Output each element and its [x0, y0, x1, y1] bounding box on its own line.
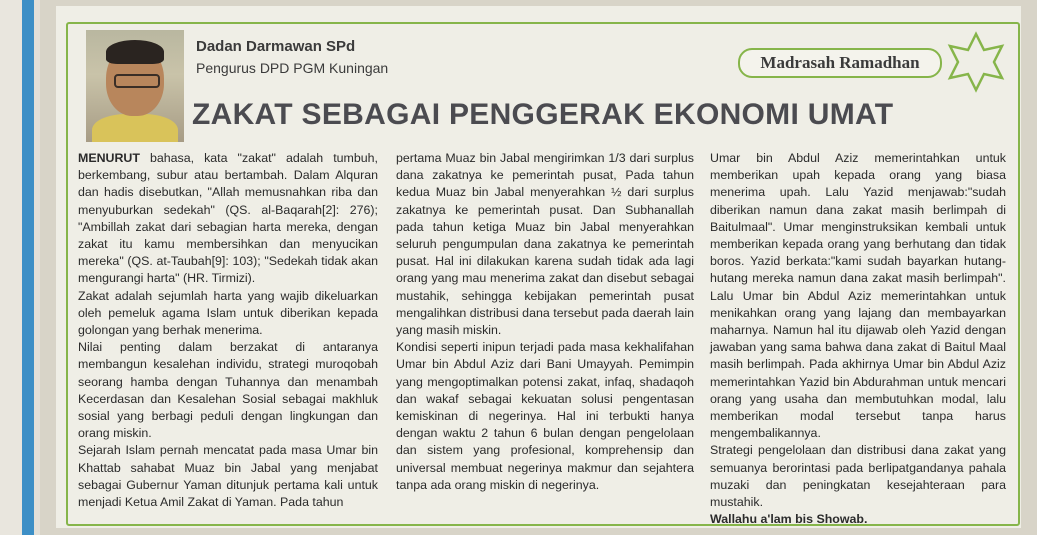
author-name: Dadan Darmawan SPd: [196, 38, 356, 55]
article-headline: ZAKAT SEBAGAI PENGGERAK EKONOMI UMAT: [192, 98, 894, 131]
article-column-3: [710, 150, 1006, 528]
author-photo: [86, 30, 184, 142]
paragraph: Strategi pengelolaan dan distribusi dana zakat yang semuanya berorintasi pada berlipatgandanya pahala muzaki dan peningkatan kesejahteraan para mustahik.: [710, 443, 1006, 510]
author-role: Pengurus DPD PGM Kuningan: [196, 60, 389, 76]
paragraph: Kondisi seperti inipun terjadi pada masa kekhalifahan Umar bin Abdul Aziz dari Bani Umayyah. Pemimpin yang mengoptimalkan potensi zakat, infaq, shadaqoh dan wakaf sebagai kekuatan solusi pengentasan kemiskinan di negerinya. Hal ini terbukti hanya dengan waktu 2 tahun 6 bulan dengan pengelolaan dan sistem yang profesional, komprehensip dan universal membuat negerinya makmur dan sejahtera tanpa ada orang miskin di negerinya.: [396, 340, 694, 492]
paragraph: Sejarah Islam pernah mencatat pada masa Umar bin Khattab sahabat Muaz bin Jabal yang menjabat sebagai Gubernur Yaman ditunjuk pertama kali untuk menjadi Ketua Amil Zakat di Yaman. Pada tahun: [78, 443, 378, 510]
paragraph: MENURUT bahasa, kata "zakat" adalah tumbuh, berkembang, subur atau bertambah. Dalam Alquran dan hadis disebutkan, "Allah memusnahkan riba dan menyuburkan sedekah" (QS. al-Baqarah[2]: 276); "Ambillah zakat dari sebagian harta mereka, dengan zakat itu kamu membersihkan dan menyucikan mereka" (QS. at-Taubah[9]: 103); "Sedekah tidak akan mengurangi harta" (HR. Tirmizi).: [78, 151, 378, 286]
lead-word: MENURUT: [78, 151, 140, 165]
paragraph: pertama Muaz bin Jabal mengirimkan 1/3 dari surplus dana zakatnya ke pemerintah pusat, Pada tahun kedua Muaz bin Jabal menyerahkan ½ dari surplus zakatnya ke pemerintah pusat. Dan Subhanallah pada tahun ketiga Muaz bin Jabal menyerahkan seluruh pengumpulan dana zakatnya ke pemerintah pusat. Hal ini dilakukan karena sudah tidak ada lagi orang yang mau menerima zakat dan disebut sebagai mustahik, sehingga kebijakan pemerintah pusat mengalihkan distribusi dana tersebut pada daerah lain yang masih miskin.: [396, 151, 694, 338]
star-ornament-icon: [944, 30, 1008, 94]
article-column-1: [78, 150, 378, 511]
rubric-label: Madrasah Ramadhan: [738, 48, 942, 78]
paragraph: Nilai penting dalam berzakat di antaranya membangun kesalehan individu, strategi muroqobah seorang hamba dengan Tuhannya dan menambah Kecerdasan dan Kesalehan Sosial sebagai makhluk sosial yang berbagi peduli dengan lingkungan dan orang miskin.: [78, 340, 378, 441]
page-edge: [0, 0, 40, 535]
paragraph: Zakat adalah sejumlah harta yang wajib dikeluarkan oleh pemeluk agama Islam untuk diberikan kepada golongan yang berhak menerima.: [78, 288, 378, 338]
closing-line: Wallahu a'lam bis Showab.: [710, 512, 868, 527]
paragraph: Umar bin Abdul Aziz memerintahkan untuk memberikan upah kepada orang yang biasa menerima upah. Lalu Yazid menjawab:"sudah diberikan namun dana zakat masih berlimpah di Baitulmaal". Umar menginstruksikan kembali untuk memberikan kepada orang yang berhutang dan tidak boros. Yazid berkata:"kami sudah bayarkan hutang-hutang mereka namun dana zakat masih berlimpah". Lalu Umar bin Abdul Aziz memerintahkan untuk menikahkan orang yang lajang dan membayarkan maharnya. Namun hal itu dijawab oleh Yazid dengan jawaban yang sama bahwa dana zakat di Baitul Maal masih berlimpah. Pada akhirnya Umar bin Abdul Aziz memerintahkan Yazid bin Abdurahman untuk mencari orang yang usaha dan membutuhkan modal, lalu memberikan modal tersebut tanpa harus mengembalikannya.: [710, 151, 1006, 441]
article-column-2: [396, 150, 694, 494]
